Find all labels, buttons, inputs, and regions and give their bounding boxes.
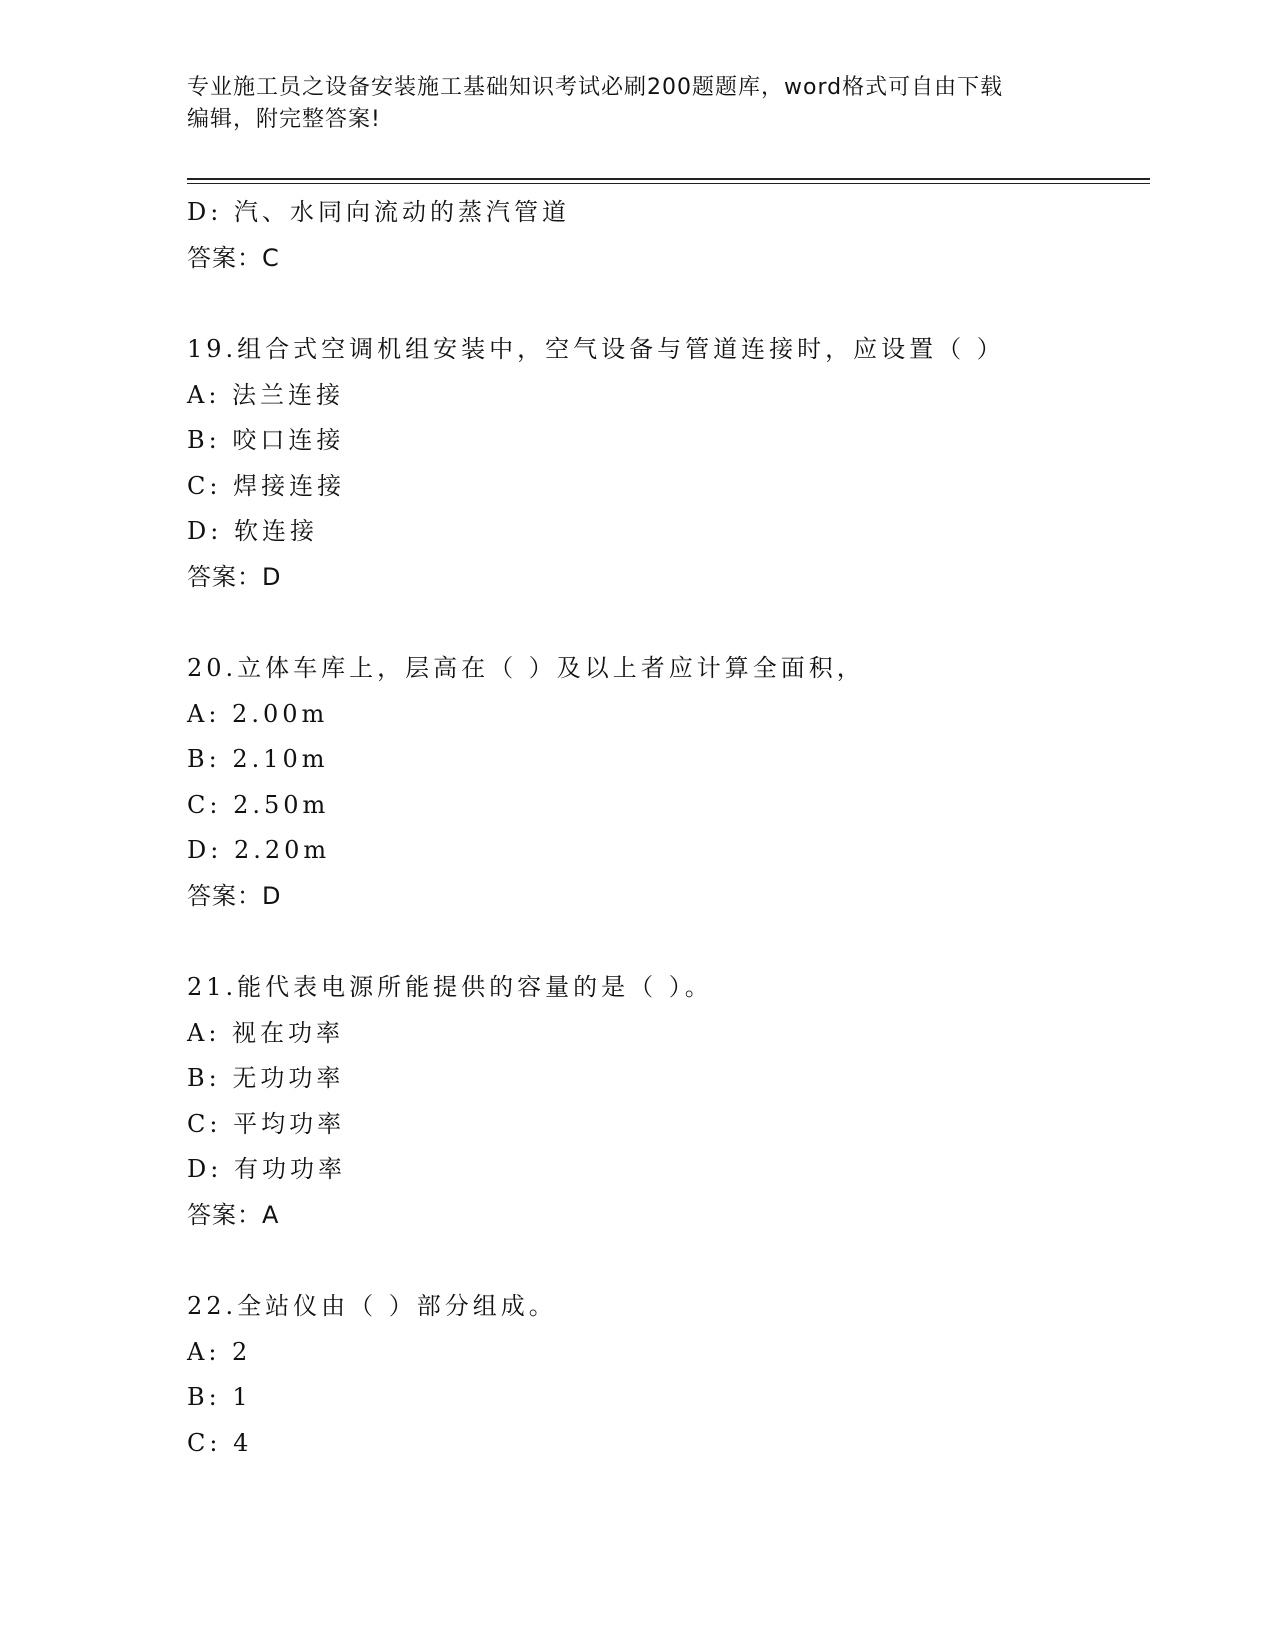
question-20 bbox=[187, 646, 1147, 919]
option-c: C: 焊接连接 bbox=[187, 471, 346, 500]
question-stem: 21.能代表电源所能提供的容量的是（ ）。 bbox=[187, 973, 713, 1001]
answer: 答案：D bbox=[187, 562, 282, 591]
question-stem: 19.组合式空调机组安装中，空气设备与管道连接时，应设置（ ） bbox=[187, 335, 1005, 363]
header-title-line-1: 专业施工员之设备安装施工基础知识考试必刷200题题库，word格式可自由下载 bbox=[187, 75, 1004, 100]
question-19 bbox=[187, 327, 1147, 600]
question-stem: 20.立体车库上，层高在（ ）及以上者应计算全面积， bbox=[187, 654, 865, 682]
spacer bbox=[187, 281, 1147, 327]
question-list bbox=[187, 190, 1147, 1466]
option-a: A: 2 bbox=[187, 1337, 252, 1366]
option-a: A: 法兰连接 bbox=[187, 380, 345, 409]
option-b: B: 无功功率 bbox=[187, 1064, 345, 1092]
option-d: D: 软连接 bbox=[187, 517, 318, 545]
option-d: D: 2.20m bbox=[187, 836, 331, 864]
header-divider bbox=[187, 178, 1150, 184]
option-d: D: 汽、水同向流动的蒸汽管道 bbox=[187, 198, 570, 226]
option-a: A: 视在功率 bbox=[187, 1018, 345, 1047]
answer: 答案：A bbox=[187, 1200, 280, 1229]
option-c: C: 2.50m bbox=[187, 790, 330, 819]
option-b: B: 2.10m bbox=[187, 745, 329, 773]
answer: 答案：D bbox=[187, 881, 282, 910]
option-d: D: 有功功率 bbox=[187, 1155, 346, 1183]
question-18-tail bbox=[187, 190, 1147, 281]
header-title-line-2: 编辑，附完整答案! bbox=[187, 107, 381, 132]
option-b: B: 咬口连接 bbox=[187, 426, 345, 454]
document-header bbox=[187, 72, 1067, 136]
option-c: C: 4 bbox=[187, 1428, 253, 1457]
question-22 bbox=[187, 1284, 1147, 1466]
question-21 bbox=[187, 965, 1147, 1238]
answer: 答案：C bbox=[187, 243, 280, 272]
option-c: C: 平均功率 bbox=[187, 1109, 346, 1138]
spacer bbox=[187, 1238, 1147, 1284]
option-b: B: 1 bbox=[187, 1383, 252, 1411]
spacer bbox=[187, 600, 1147, 646]
spacer bbox=[187, 919, 1147, 965]
question-stem: 22.全站仪由（ ）部分组成。 bbox=[187, 1292, 557, 1320]
option-a: A: 2.00m bbox=[187, 699, 329, 728]
